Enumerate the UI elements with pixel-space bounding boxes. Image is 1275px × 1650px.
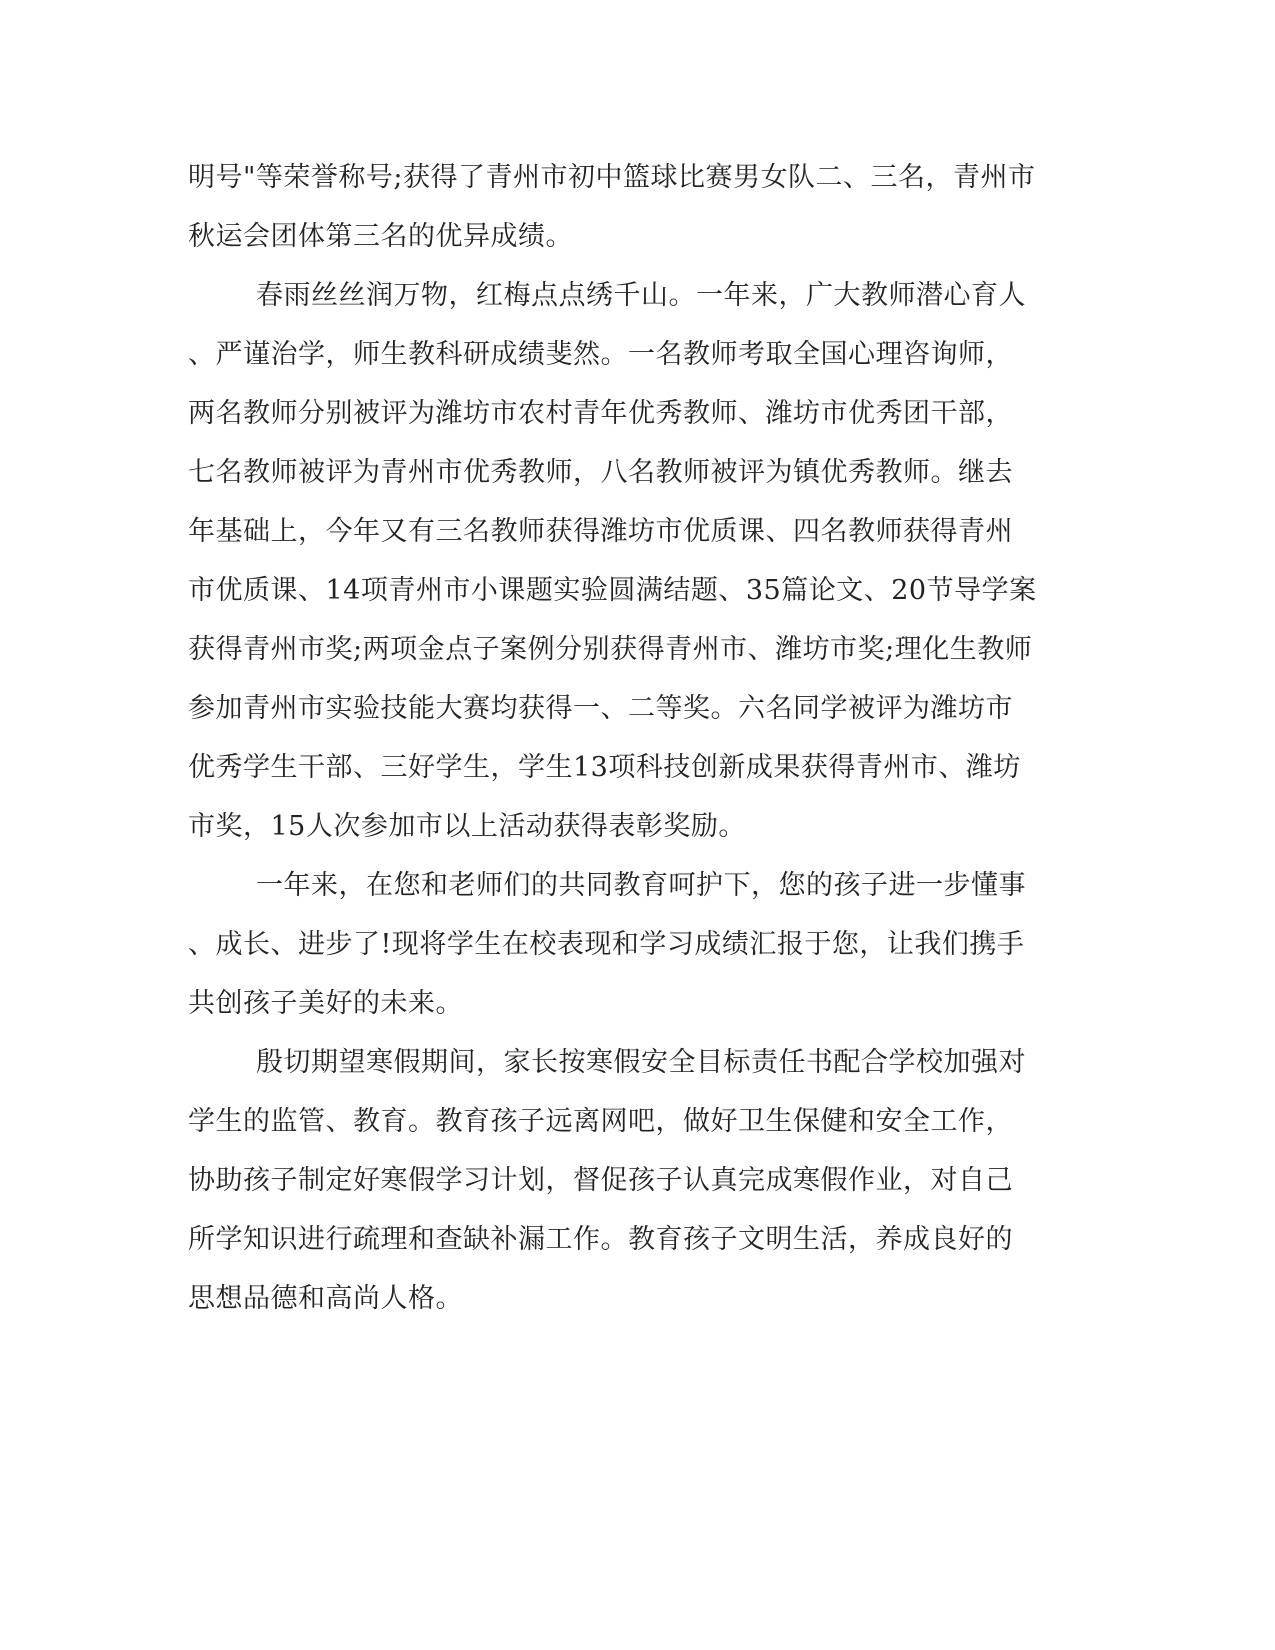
text-line: 、严谨治学，师生教科研成绩斐然。一名教师考取全国心理咨询师， xyxy=(188,339,1013,370)
text-line: 、成长、进步了!现将学生在校表现和学习成绩汇报于您，让我们携手 xyxy=(188,929,1025,960)
paragraph-first-line: 春雨丝丝润万物，红梅点点绣千山。一年来，广大教师潜心育人 xyxy=(256,280,1026,311)
text-line: 获得青州市奖;两项金点子案例分别获得青州市、潍坊市奖;理化生教师 xyxy=(188,634,1033,665)
text-line: 共创孩子美好的未来。 xyxy=(188,988,463,1019)
text-line: 优秀学生干部、三好学生，学生13项科技创新成果获得青州市、潍坊 xyxy=(188,752,1021,783)
paragraph-first-line: 一年来，在您和老师们的共同教育呵护下，您的孩子进一步懂事 xyxy=(256,870,1026,901)
text-line: 市奖，15人次参加市以上活动获得表彰奖励。 xyxy=(188,811,746,842)
paragraph-first-line: 殷切期望寒假期间，家长按寒假安全目标责任书配合学校加强对 xyxy=(256,1047,1026,1078)
text-line: 思想品德和高尚人格。 xyxy=(188,1283,463,1314)
text-line: 学生的监管、教育。教育孩子远离网吧，做好卫生保健和安全工作， xyxy=(188,1106,1013,1137)
text-line: 明号"等荣誉称号;获得了青州市初中篮球比赛男女队二、三名，青州市 xyxy=(188,162,1036,193)
text-line: 年基础上，今年又有三名教师获得潍坊市优质课、四名教师获得青州 xyxy=(188,516,1013,547)
text-line: 所学知识进行疏理和查缺补漏工作。教育孩子文明生活，养成良好的 xyxy=(188,1224,1013,1255)
text-line: 参加青州市实验技能大赛均获得一、二等奖。六名同学被评为潍坊市 xyxy=(188,693,1013,724)
text-line: 市优质课、14项青州市小课题实验圆满结题、35篇论文、20节导学案 xyxy=(188,575,1037,606)
text-line: 秋运会团体第三名的优异成绩。 xyxy=(188,221,573,252)
text-line: 七名教师被评为青州市优秀教师，八名教师被评为镇优秀教师。继去 xyxy=(188,457,1013,488)
text-line: 两名教师分别被评为潍坊市农村青年优秀教师、潍坊市优秀团干部， xyxy=(188,398,1013,429)
text-line: 协助孩子制定好寒假学习计划，督促孩子认真完成寒假作业，对自己 xyxy=(188,1165,1013,1196)
